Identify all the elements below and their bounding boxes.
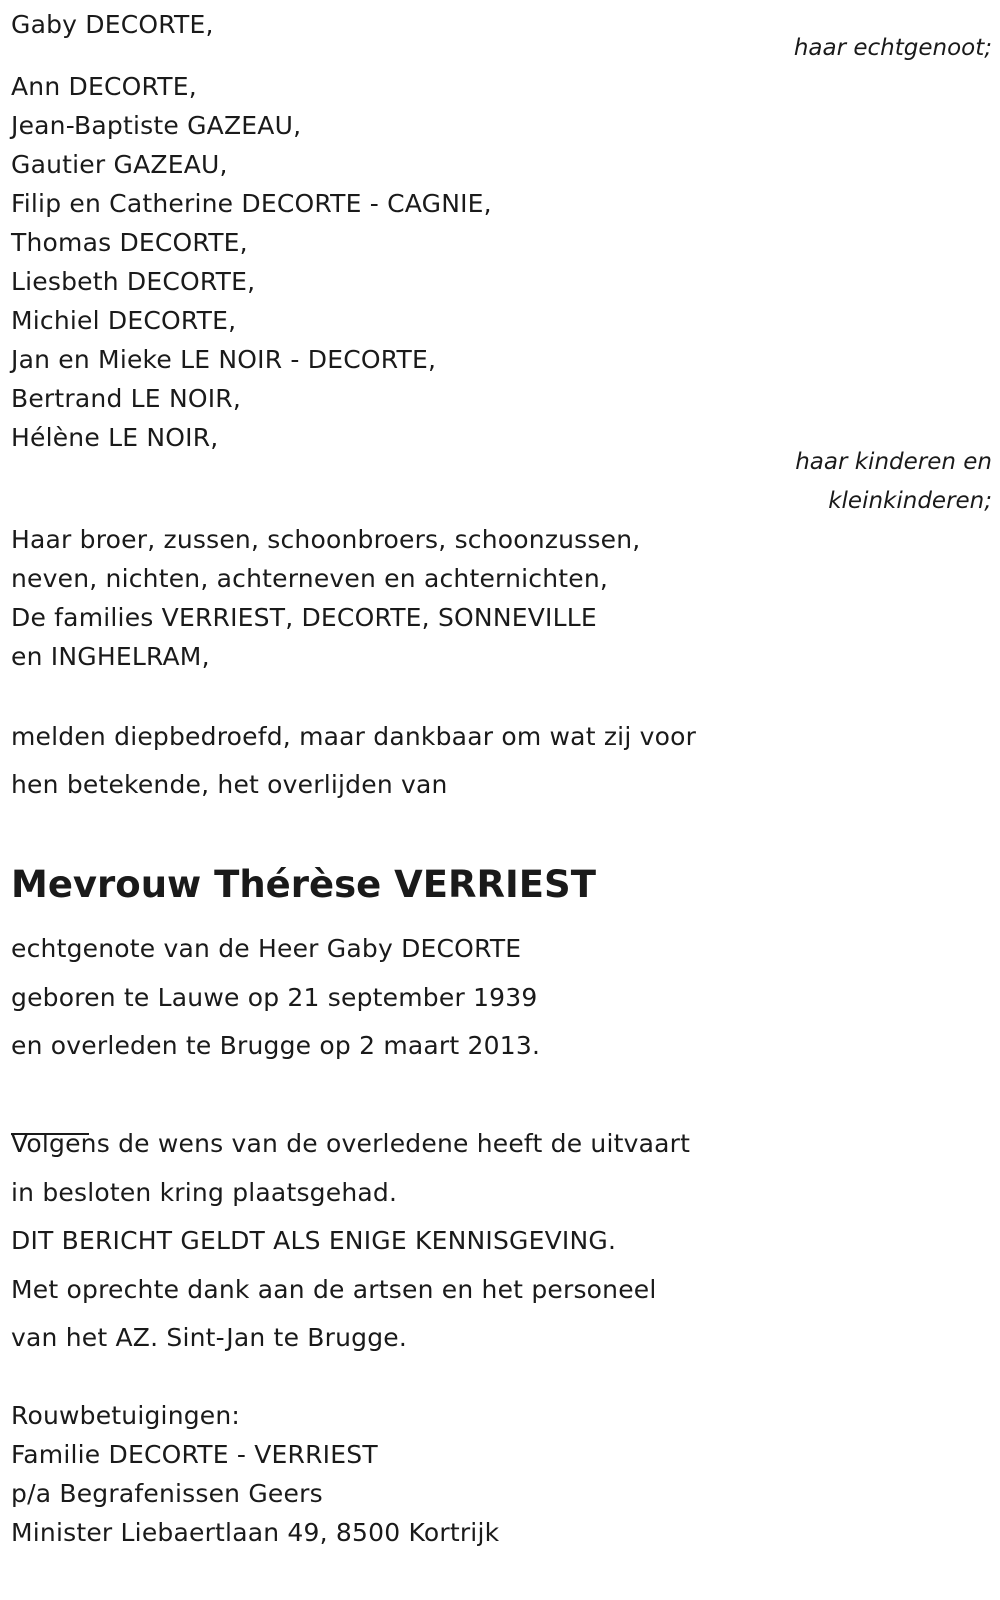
relatives-line: Haar broer, zussen, schoonbroers, schoonzussen, xyxy=(11,525,641,554)
child-name: Bertrand LE NOIR, xyxy=(11,384,242,413)
child-name: Ann DECORTE, xyxy=(11,72,197,101)
funeral-info-line: DIT BERICHT GELDT ALS ENIGE KENNISGEVING. xyxy=(11,1226,617,1255)
child-name: Michiel DECORTE, xyxy=(11,306,237,335)
deceased-detail: en overleden te Brugge op 2 maart 2013. xyxy=(11,1031,541,1060)
children-relation-note: haar kinderen en xyxy=(795,449,992,475)
announcement-line: melden diepbedroefd, maar dankbaar om wat zij voor xyxy=(11,722,697,751)
deceased-detail: echtgenote van de Heer Gaby DECORTE xyxy=(11,934,522,963)
deceased-name: Mevrouw Thérèse VERRIEST xyxy=(11,863,596,906)
funeral-info-line: Met oprechte dank aan de artsen en het personeel xyxy=(11,1275,657,1304)
condolences-heading: Rouwbetuigingen: xyxy=(11,1401,241,1430)
spouse-name: Gaby DECORTE, xyxy=(11,10,214,39)
announcement-line: hen betekende, het overlijden van xyxy=(11,770,448,799)
child-name: Jean-Baptiste GAZEAU, xyxy=(11,111,302,140)
relatives-line: neven, nichten, achterneven en achternichten, xyxy=(11,564,609,593)
funeral-info-line: in besloten kring plaatsgehad. xyxy=(11,1178,398,1207)
condolences-line: p/a Begrafenissen Geers xyxy=(11,1479,323,1508)
child-name: Jan en Mieke LE NOIR - DECORTE, xyxy=(11,345,437,374)
child-name: Hélène LE NOIR, xyxy=(11,423,219,452)
funeral-info-line: van het AZ. Sint-Jan te Brugge. xyxy=(11,1323,408,1352)
spouse-relation-note: haar echtgenoot; xyxy=(793,35,992,61)
deceased-detail: geboren te Lauwe op 21 september 1939 xyxy=(11,983,538,1012)
funeral-info-line: Volgens de wens van de overledene heeft de uitvaart xyxy=(11,1129,691,1158)
child-name: Gautier GAZEAU, xyxy=(11,150,228,179)
condolences-address: Minister Liebaertlaan 49, 8500 Kortrijk xyxy=(11,1518,500,1547)
child-name: Liesbeth DECORTE, xyxy=(11,267,256,296)
relatives-line: De families VERRIEST, DECORTE, SONNEVILLE xyxy=(11,603,597,632)
children-relation-note: kleinkinderen; xyxy=(828,488,992,514)
child-name: Filip en Catherine DECORTE - CAGNIE, xyxy=(11,189,492,218)
condolences-line: Familie DECORTE - VERRIEST xyxy=(11,1440,378,1469)
child-name: Thomas DECORTE, xyxy=(11,228,248,257)
relatives-line: en INGHELRAM, xyxy=(11,642,210,671)
